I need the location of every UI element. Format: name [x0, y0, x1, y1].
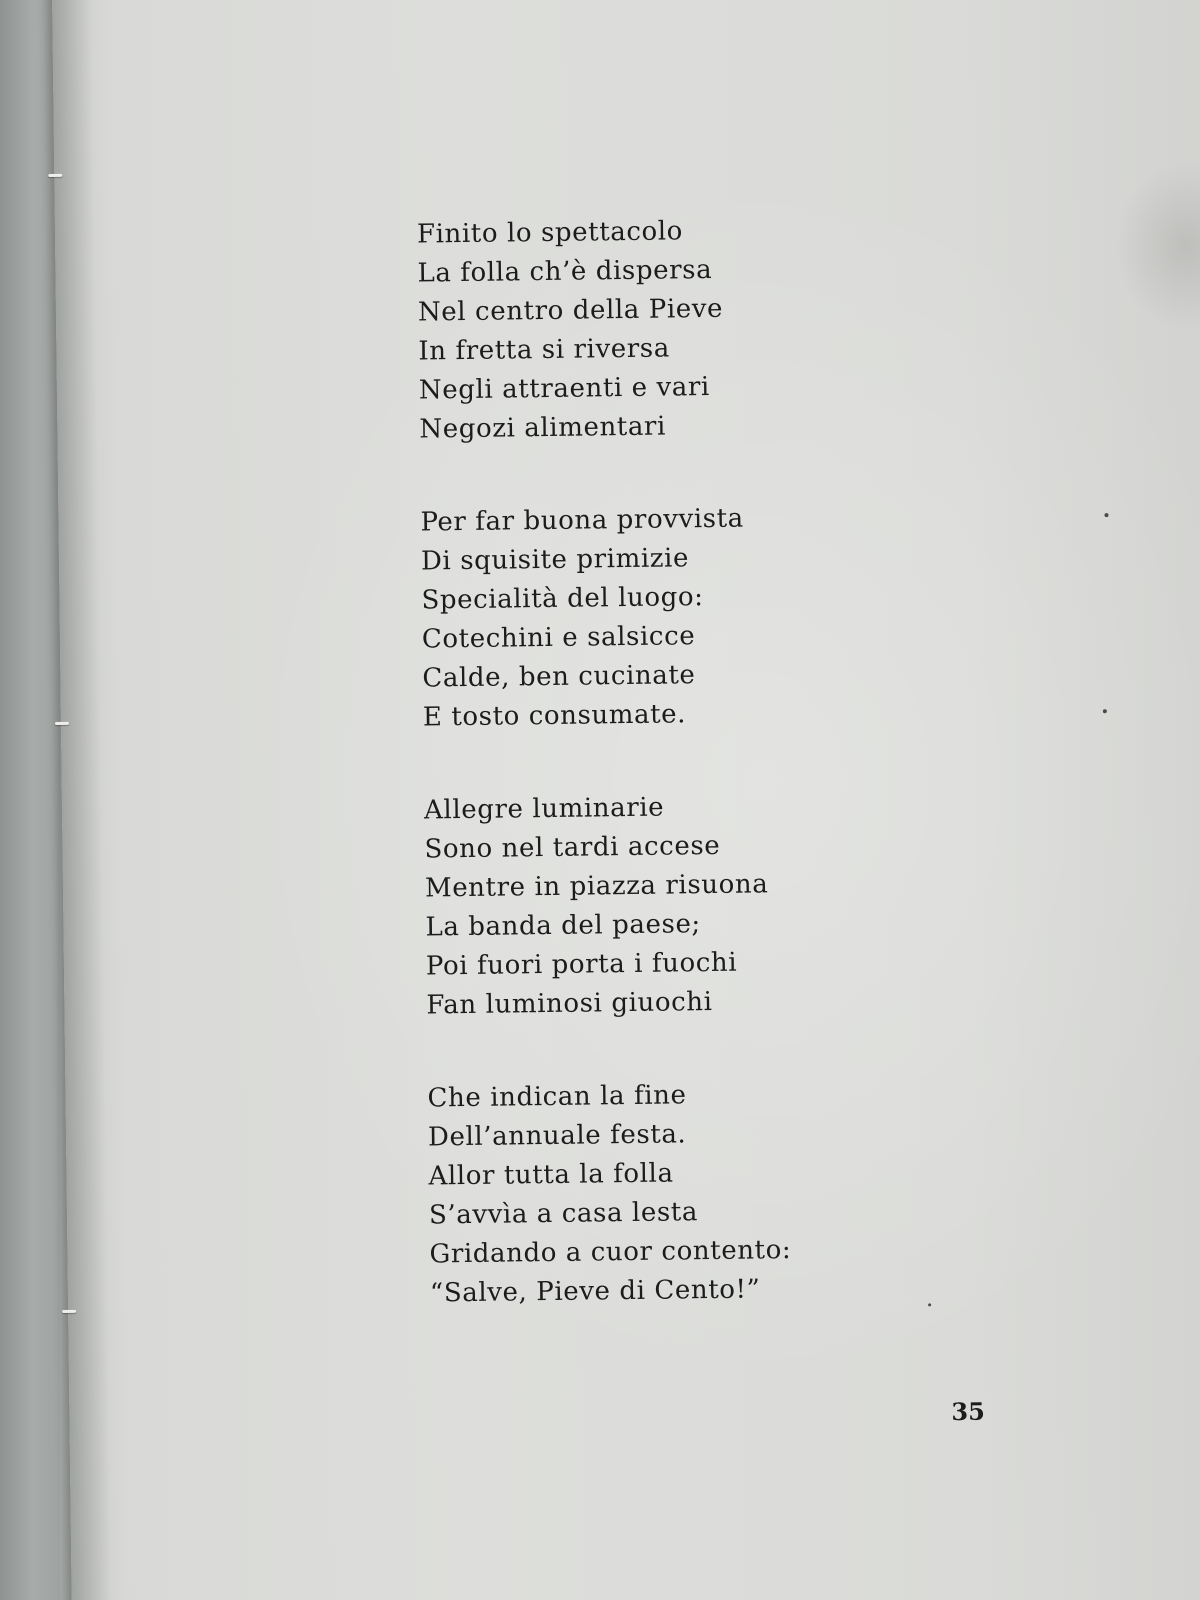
page-number: 35 — [951, 1396, 986, 1427]
verse-line: Cotechini e salsicce — [421, 621, 696, 655]
verse-line: Per far buona provvista — [420, 503, 744, 538]
paper-speck — [928, 1303, 931, 1306]
verse-line: Mentre in piazza risuona — [424, 869, 769, 904]
verse-line: Negozi alimentari — [419, 411, 667, 445]
stanza — [424, 785, 947, 1025]
verse-line: La banda del paese; — [425, 909, 702, 943]
verse-line: Dell’annuale festa. — [427, 1119, 687, 1153]
verse-line: La folla ch’è dispersa — [417, 254, 713, 289]
verse-line: Poi fuori porta i fuochi — [425, 947, 738, 982]
verse-line: Specialità del luogo: — [421, 582, 704, 616]
verse-line: E tosto consumate. — [422, 699, 687, 733]
verse-line: Gridando a cuor contento: — [429, 1235, 792, 1270]
verse-line: Allegre luminarie — [423, 792, 665, 826]
verse-line: In fretta si riversa — [418, 333, 671, 367]
verse-line: Finito lo spettacolo — [416, 216, 684, 250]
paper-speck — [1104, 513, 1108, 517]
paper-speck — [1103, 709, 1107, 713]
binding-stitch — [55, 722, 69, 725]
verse-line: Calde, ben cucinate — [422, 660, 696, 694]
book-cover-edge — [0, 0, 60, 1600]
verse-line: S’avvìa a casa lesta — [428, 1197, 699, 1231]
verse-line: Di squisite primizie — [420, 543, 690, 577]
stanza — [420, 497, 943, 737]
stanza — [427, 1073, 950, 1313]
verse-line: Sono nel tardi accese — [424, 830, 721, 865]
verse-line: Che indican la fine — [427, 1080, 687, 1114]
verse-line: Nel centro della Pieve — [417, 293, 724, 328]
verse-line: “Salve, Pieve di Cento!” — [429, 1274, 761, 1309]
stanza — [417, 209, 940, 449]
verse-line: Allor tutta la folla — [428, 1158, 674, 1192]
poem — [417, 209, 951, 1367]
binding-stitch — [62, 1310, 76, 1313]
verse-line: Negli attraenti e vari — [418, 371, 711, 406]
verse-line: Fan luminosi giuochi — [426, 987, 713, 1021]
book-page — [52, 0, 1200, 1600]
binding-stitch — [48, 174, 62, 177]
gutter-shadow — [52, 0, 112, 1600]
